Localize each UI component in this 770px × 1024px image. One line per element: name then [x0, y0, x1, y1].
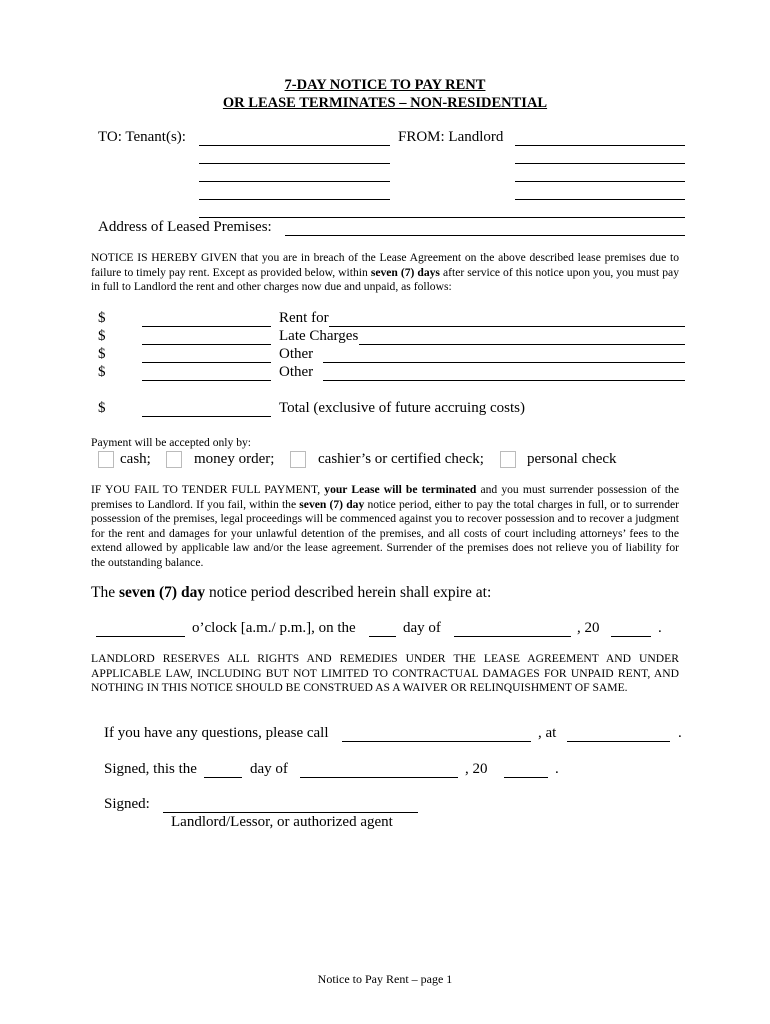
expire-period: .	[658, 620, 662, 636]
rent-amount-line[interactable]	[142, 326, 271, 327]
tenant-name-line-3[interactable]	[199, 181, 390, 182]
warning-paragraph: IF YOU FAIL TO TENDER FULL PAYMENT, your Lease will be terminated and you must surrender possession of the premises to Landlord. If you fail, within the seven (7) day notice period, either to pay the total charges in full, or to surrender possession of the premises, legal proceedings will be commenced against you to recover possession and to recover a judgment for the rent and damages for your unlawful detention of the premises, and all costs of court including attorneys’ fees to the extend allowed by applicable law and/or the lease agreement. Surrender of the premises does not relieve you of liability for the outstanding balance.	[91, 483, 680, 569]
tenant-name-line-1[interactable]	[199, 145, 390, 146]
expire-statement: The seven (7) day notice period described herein shall expire at:	[91, 584, 492, 601]
currency-symbol: $	[98, 310, 106, 326]
currency-symbol: $	[98, 364, 106, 380]
expire-hour-line[interactable]	[96, 636, 185, 637]
cashiers-check-option-label: cashier’s or certified check;	[318, 451, 484, 467]
rent-period-line[interactable]	[329, 326, 685, 327]
other1-desc-line[interactable]	[323, 362, 685, 363]
tenant-name-line-4[interactable]	[199, 199, 390, 200]
other1-amount-line[interactable]	[142, 362, 271, 363]
personal-check-checkbox[interactable]	[500, 451, 516, 468]
other1-label: Other	[279, 346, 314, 362]
landlord-name-line-1[interactable]	[515, 145, 685, 146]
personal-check-option-label: personal check	[527, 451, 617, 467]
currency-symbol: $	[98, 400, 106, 416]
late-charges-label: Late Charges	[279, 328, 359, 344]
expire-month-line[interactable]	[454, 636, 571, 637]
landlord-name-line-4[interactable]	[515, 199, 685, 200]
year-prefix-label: , 20	[577, 620, 600, 636]
landlord-name-line-2[interactable]	[515, 163, 685, 164]
day-of-label: day of	[403, 620, 441, 636]
cashiers-check-checkbox[interactable]	[290, 451, 306, 468]
signed-label: Signed:	[104, 796, 150, 812]
address-label: Address of Leased Premises:	[98, 219, 272, 235]
questions-period: .	[678, 725, 682, 741]
signed-this-label: Signed, this the	[104, 761, 197, 777]
document-title-line1: 7-DAY NOTICE TO PAY RENT	[284, 77, 486, 93]
money-order-checkbox[interactable]	[166, 451, 182, 468]
at-label: , at	[538, 725, 557, 741]
contact-name-line[interactable]	[342, 741, 531, 742]
signature-line[interactable]	[163, 812, 418, 813]
late-charges-amount-line[interactable]	[142, 344, 271, 345]
expire-year-line[interactable]	[611, 636, 651, 637]
tenant-name-line-2[interactable]	[199, 163, 390, 164]
signed-day-line[interactable]	[204, 777, 242, 778]
landlord-name-line-3[interactable]	[515, 181, 685, 182]
late-charges-desc-line[interactable]	[359, 344, 685, 345]
page-footer: Notice to Pay Rent – page 1	[317, 972, 453, 986]
expire-day-line[interactable]	[369, 636, 396, 637]
cash-option-label: cash;	[120, 451, 151, 467]
signed-year-prefix: , 20	[465, 761, 488, 777]
currency-symbol: $	[98, 346, 106, 362]
other2-amount-line[interactable]	[142, 380, 271, 381]
signed-day-of-label: day of	[250, 761, 288, 777]
currency-symbol: $	[98, 328, 106, 344]
other2-label: Other	[279, 364, 314, 380]
notice-paragraph: NOTICE IS HEREBY GIVEN that you are in breach of the Lease Agreement on the above described lease premises due to failure to timely pay rent. Except as provided below, within seven (7) days after service of this notice upon you, you must pay in full to Landlord the rent and other charges now due and unpaid, as follows:	[91, 251, 679, 293]
payment-label: Payment will be accepted only by:	[91, 436, 252, 449]
address-line-upper[interactable]	[199, 217, 685, 218]
signed-year-line[interactable]	[504, 777, 548, 778]
money-order-option-label: money order;	[194, 451, 275, 467]
rent-for-label: Rent for	[279, 310, 329, 326]
total-amount-line[interactable]	[142, 416, 271, 417]
to-tenant-label: TO: Tenant(s):	[98, 129, 186, 145]
signature-caption: Landlord/Lessor, or authorized agent	[171, 814, 393, 830]
oclock-label: o’clock [a.m./ p.m.], on the	[192, 620, 356, 636]
contact-phone-line[interactable]	[567, 741, 670, 742]
cash-checkbox[interactable]	[98, 451, 114, 468]
questions-label: If you have any questions, please call	[104, 725, 329, 741]
other2-desc-line[interactable]	[323, 380, 685, 381]
from-landlord-label: FROM: Landlord	[398, 129, 504, 145]
signed-month-line[interactable]	[300, 777, 458, 778]
document-title-line2: OR LEASE TERMINATES – NON-RESIDENTIAL	[222, 95, 548, 111]
reserves-paragraph: LANDLORD RESERVES ALL RIGHTS AND REMEDIES UNDER THE LEASE AGREEMENT AND UNDER APPLICABLE LAW, INCLUDING BUT NOT LIMITED TO CONTRACTUAL DAMAGES FOR UNPAID RENT, AND NOTHING IN THIS NOTICE SHOULD BE CONSTRUED AS A WAIVER OR RELINQUISHMENT OF SAME.	[91, 652, 679, 694]
signed-period: .	[555, 761, 559, 777]
total-label: Total (exclusive of future accruing costs)	[279, 400, 525, 416]
address-line[interactable]	[285, 235, 685, 236]
